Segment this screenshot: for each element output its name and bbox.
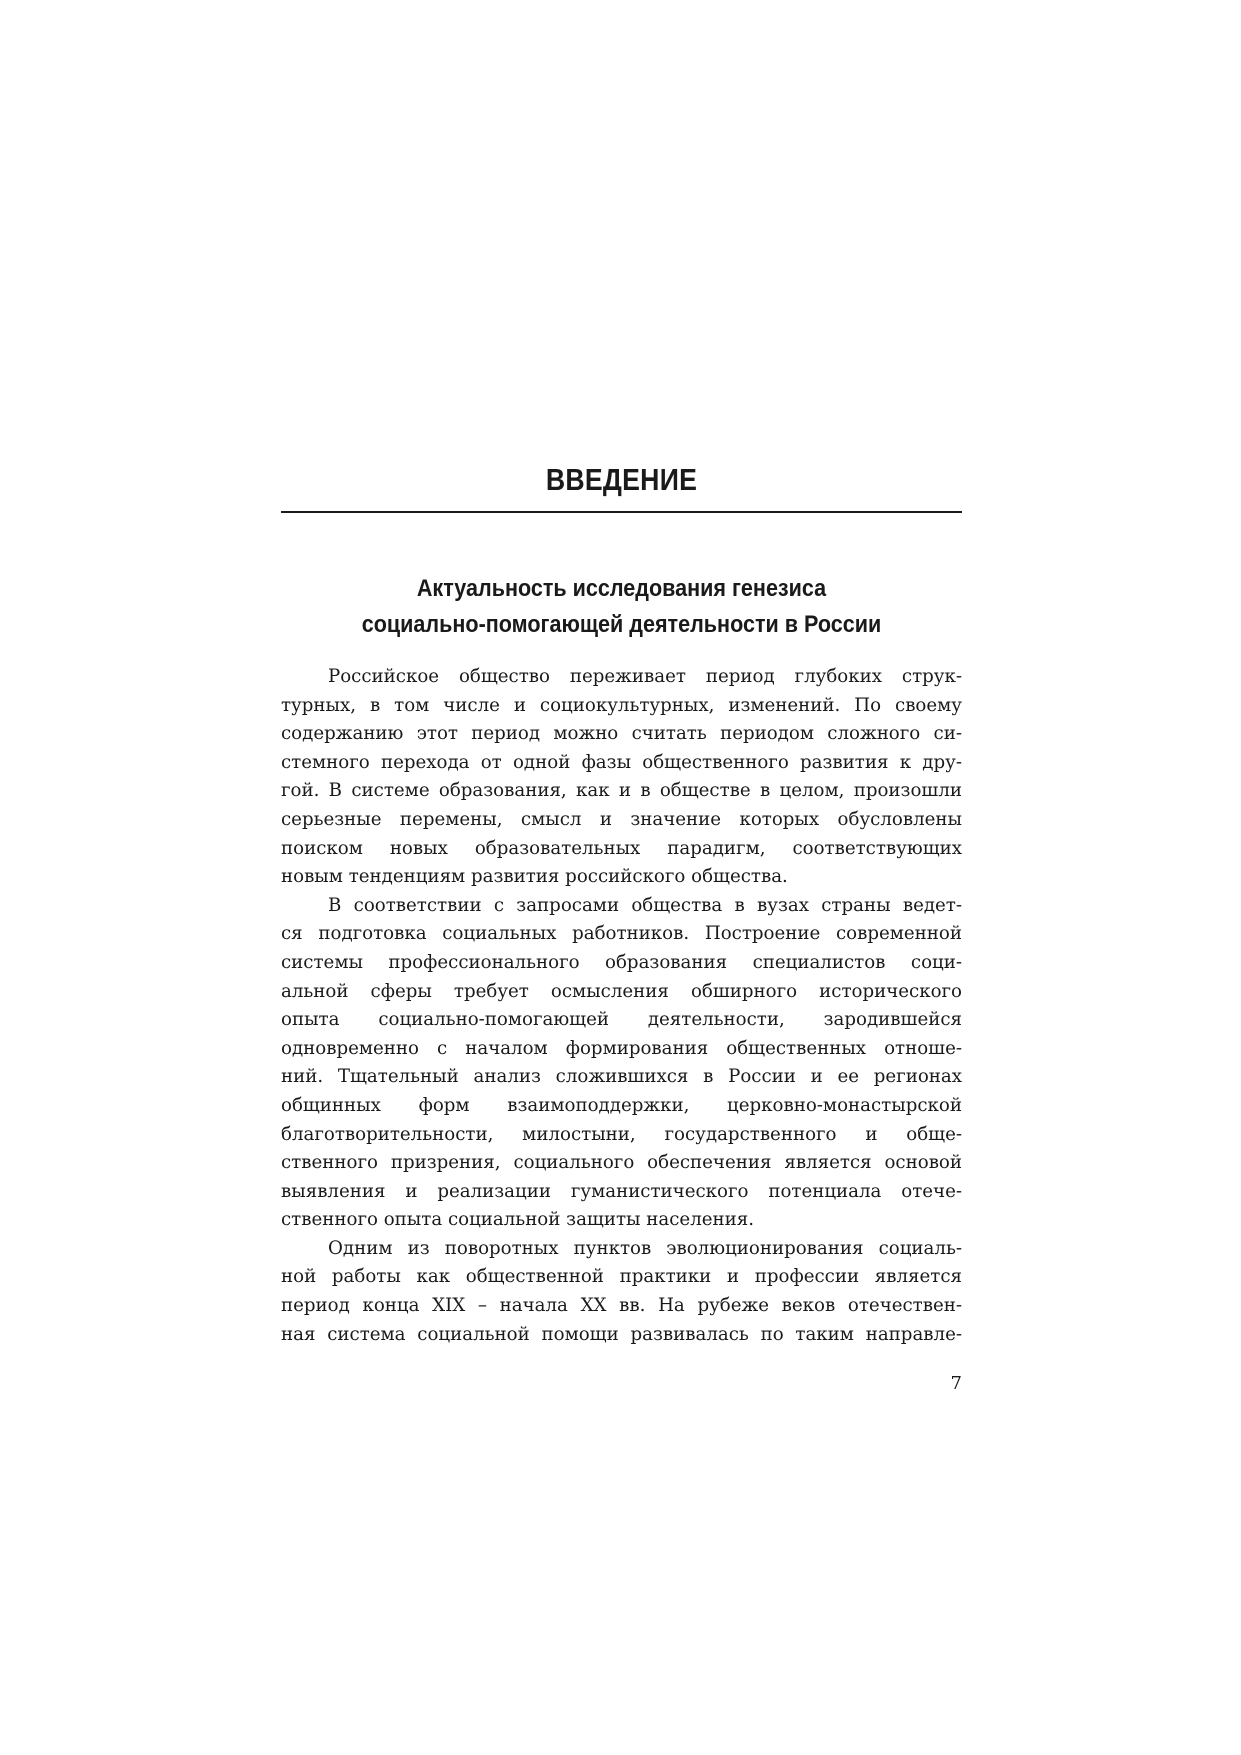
text-line: турных, в том числе и социокультурных, изменений. По своему (281, 694, 962, 716)
page-number: 7 (950, 1373, 962, 1394)
text-line: В соответствии с запросами общества в вузах страны ведет- (328, 894, 962, 916)
text-line: содержанию этот период можно считать периодом сложного си- (281, 723, 962, 745)
text-line: благотворительности, милостыни, государственного и обще- (281, 1123, 962, 1145)
text-line: Одним из поворотных пунктов эволюционирования социаль- (328, 1237, 962, 1259)
section-heading-line: социально-помогающей деятельности в России (361, 611, 882, 638)
text-line: стемного перехода от одной фазы общественного развития к дру- (281, 751, 962, 773)
chapter-title: ВВЕДЕНИЕ (545, 462, 698, 497)
text-line: одновременно с началом формирования общественных отноше- (281, 1037, 962, 1059)
text-line: ственного призрения, социального обеспечения является основой (281, 1152, 962, 1174)
text-line: серьезные перемены, смысл и значение которых обусловлены (281, 808, 962, 830)
text-line: поиском новых образовательных парадигм, соответствующих (281, 837, 962, 859)
text-line: ственного опыта социальной защиты населения. (281, 1209, 755, 1231)
text-line: ная система социальной помощи развивалась по таким направле- (281, 1323, 962, 1345)
paragraph-1 (281, 663, 962, 892)
body-text (281, 663, 962, 1349)
text-line: новым тенденциям развития российского общества. (281, 866, 788, 888)
section-heading (281, 571, 962, 643)
text-line: опыта социально-помогающей деятельности, зародившейся (281, 1009, 962, 1031)
paragraph-2 (281, 892, 962, 1235)
text-line: период конца XIX – начала XX вв. На рубеже веков отечествен- (281, 1295, 962, 1317)
text-line: ной работы как общественной практики и профессии является (281, 1266, 962, 1288)
text-line: системы профессионального образования специалистов соци- (281, 951, 962, 973)
section-heading-line: Актуальность исследования генезиса (416, 575, 827, 602)
text-line: ся подготовка социальных работников. Построение современной (281, 923, 962, 945)
text-line: Российское общество переживает период глубоких струк- (328, 666, 962, 687)
text-line: общинных форм взаимоподдержки, церковно-монастырской (281, 1094, 962, 1116)
paragraph-3 (281, 1235, 962, 1349)
text-line: гой. В системе образования, как и в обществе в целом, произошли (281, 780, 962, 802)
text-line: альной сферы требует осмысления обширного исторического (281, 980, 962, 1002)
text-line: выявления и реализации гуманистического потенциала отече- (281, 1180, 962, 1202)
text-line: ний. Тщательный анализ сложившихся в России и ее регионах (281, 1066, 962, 1088)
title-rule (281, 511, 962, 513)
